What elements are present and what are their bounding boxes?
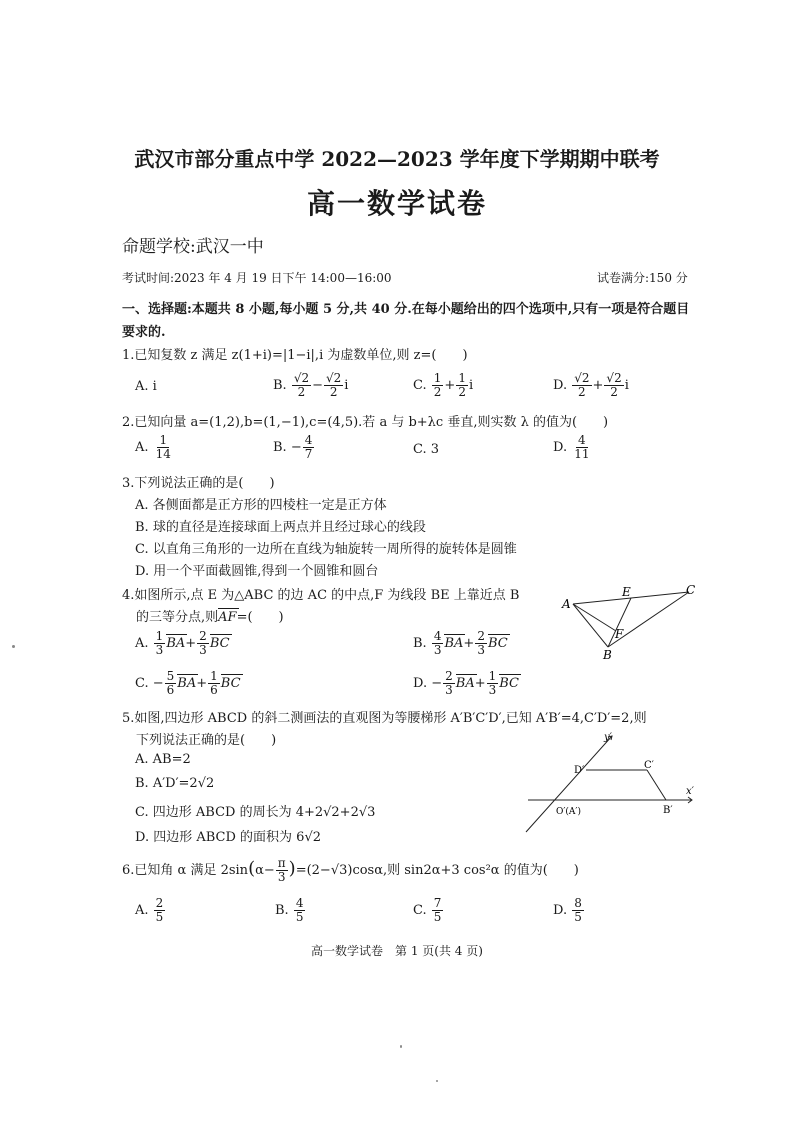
question-4-stem-line1: 4.如图所示,点 E 为△ABC 的边 AC 的中点,F 为线段 BE 上靠近点 B (122, 588, 520, 603)
scan-speck (400, 1045, 402, 1048)
label-f: F (615, 627, 624, 641)
q1-option-c: C. $\frac{1}{2}$ + $\frac{1}{2}$ i (413, 371, 474, 399)
exam-time: 考试时间:2023 年 4 月 19 日下午 14:00—16:00 (122, 271, 392, 285)
q6-option-d: D. $\frac{8}{5}$ (553, 896, 582, 924)
q6-option-a: A. $\frac{2}{5}$ (135, 896, 164, 924)
q5-trapezoid-figure (520, 728, 700, 836)
label-d-prime: D′ (574, 765, 585, 776)
scan-speck (12, 645, 15, 648)
q6-option-c: C. $\frac{7}{5}$ (413, 896, 442, 924)
label-c: C (686, 583, 696, 597)
label-b: B (603, 648, 612, 662)
q5-option-a: A. AB=2 (135, 752, 191, 767)
q1-option-d: D. $\frac{√2}{2}$ + $\frac{√2}{2}$ i (553, 371, 629, 399)
section-heading: 一、选择题:本题共 8 小题,每小题 5 分,共 40 分.在每小题给出的四个选项中,只有一项是符合题目要求的. (122, 302, 690, 340)
q3-option-c: C. 以直角三角形的一边所在直线为轴旋转一周所得的旋转体是圆锥 (135, 542, 517, 557)
label-a: A (562, 597, 571, 611)
label-origin: O′(A′) (556, 807, 581, 817)
q5-option-b: B. A′D′=2√2 (135, 776, 215, 791)
question-4-stem-line2: 的三等分点,则AF=( ) (136, 610, 284, 625)
question-1-stem: 1.已知复数 z 满足 z(1+i)=|1−i|,i 为虚数单位,则 z=( ) (122, 348, 468, 363)
q5-option-d: D. 四边形 ABCD 的面积为 6√2 (135, 830, 321, 845)
label-b-prime: B′ (663, 805, 673, 816)
q1-option-b: B. $\frac{√2}{2}$ − $\frac{√2}{2}$ i (273, 371, 349, 399)
question-5-stem-line1: 5.如图,四边形 ABCD 的斜二测画法的直观图为等腰梯形 A′B′C′D′,已知 A′B′=4,C′D′=2,则 (122, 711, 647, 726)
q1-option-a: A. i (135, 379, 157, 394)
q3-option-d: D. 用一个平面截圆锥,得到一个圆锥和圆台 (135, 564, 379, 579)
segment-af (573, 604, 616, 631)
q3-option-b: B. 球的直径是连接球面上两点并且经过球心的线段 (135, 520, 426, 535)
question-6-stem: 6.已知角 α 满足 2sin(α− $\frac{\pi}{3}$ )=(2−√3)cosα,则 sin2α+3 cos²α 的值为( ) (122, 856, 579, 884)
y-axis (526, 736, 612, 832)
question-3-stem: 3.下列说法正确的是( ) (122, 476, 275, 491)
q4-option-b: B. $\frac{4}{3}$ BA+ $\frac{2}{3}$ BC (413, 629, 508, 657)
q2-option-c: C. 3 (413, 442, 440, 457)
school-label: 命题学校:武汉一中 (122, 237, 264, 257)
q2-option-a: A. $\frac{1}{14}$ (135, 433, 171, 461)
q4-option-c: C. − $\frac{5}{6}$ BA+ $\frac{1}{6}$ BC (135, 669, 241, 697)
segment-ab (573, 604, 608, 647)
q4-option-d: D. − $\frac{2}{3}$ BA+ $\frac{1}{3}$ BC (413, 669, 520, 697)
label-x-axis: x′ (686, 786, 694, 797)
q4-triangle-figure (560, 582, 700, 662)
full-score: 试卷满分:150 分 (597, 271, 688, 285)
label-c-prime: C′ (644, 760, 654, 771)
scan-speck (436, 1080, 438, 1082)
label-y-axis: y′ (604, 732, 612, 743)
q5-option-c: C. 四边形 ABCD 的周长为 4+2√2+2√3 (135, 805, 376, 820)
q6-option-b: B. $\frac{4}{5}$ (275, 896, 304, 924)
question-2-stem: 2.已知向量 a=(1,2),b=(1,−1),c=(4,5).若 a 与 b+λc 垂直,则实数 λ 的值为( ) (122, 415, 609, 430)
question-5-stem-line2: 下列说法正确的是( ) (136, 733, 277, 748)
exam-title: 武汉市部分重点中学 2022—2023 学年度下学期期中联考 (134, 147, 660, 171)
page-footer: 高一数学试卷 第 1 页(共 4 页) (311, 944, 483, 958)
label-e: E (622, 585, 631, 599)
segment-cb (647, 770, 666, 800)
q3-option-a: A. 各侧面都是正方形的四棱柱一定是正方体 (135, 498, 387, 513)
q2-option-d: D. $\frac{4}{11}$ (553, 433, 590, 461)
q2-option-b: B. − $\frac{4}{7}$ (273, 433, 313, 461)
q4-option-a: A. $\frac{1}{3}$ BA+ $\frac{2}{3}$ BC (135, 629, 230, 657)
exam-subtitle: 高一数学试卷 (306, 187, 487, 220)
